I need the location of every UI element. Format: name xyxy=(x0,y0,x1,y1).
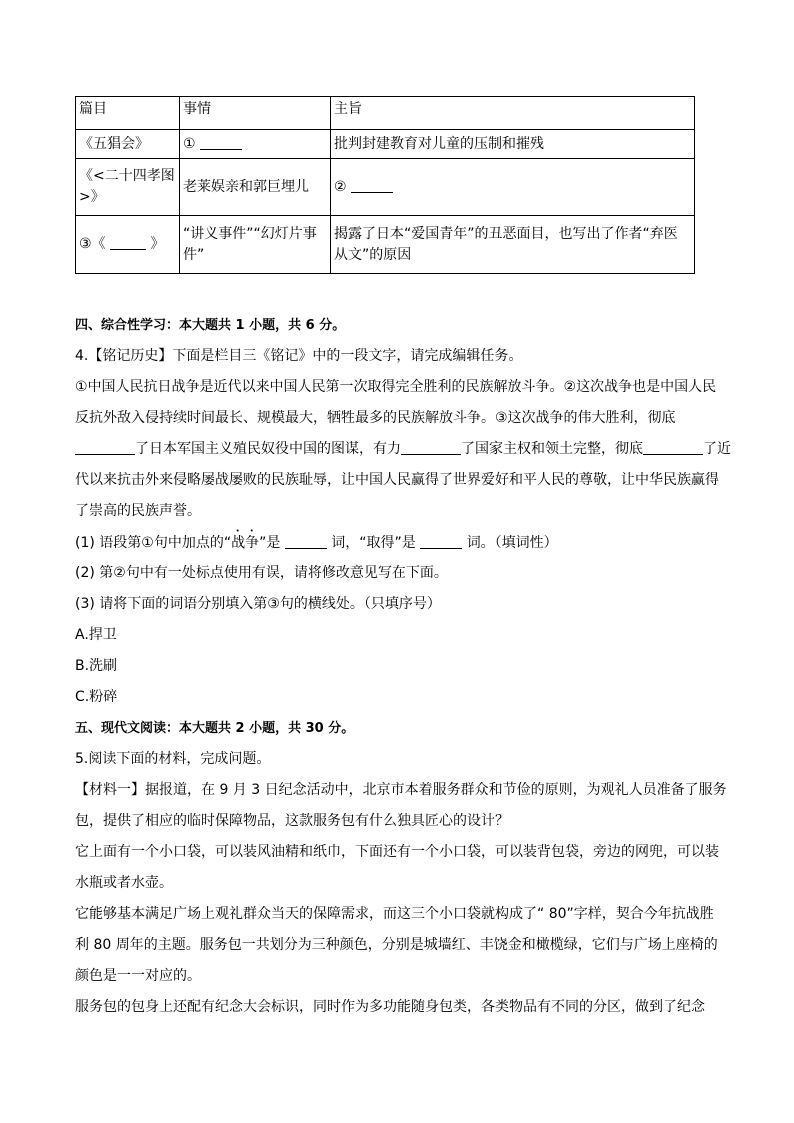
paragraph-text: 了国家主权和领土完整，彻底 xyxy=(461,441,643,457)
question-content xyxy=(75,310,731,1023)
answer-blank[interactable] xyxy=(285,534,327,549)
answer-blank[interactable] xyxy=(351,178,393,193)
answer-blank[interactable] xyxy=(110,235,146,250)
material-line: 包，提供了相应的临时保障物品，这款服务包有什么独具匠心的设计？ xyxy=(75,813,509,829)
works-table xyxy=(75,96,695,274)
sub-question-3: (3) 请将下面的词语分别填入第③句的横线处。（只填序号） xyxy=(75,596,441,612)
question-text: 词，“取得”是 xyxy=(331,535,416,551)
material-line: 【材料一】据报道，在 9 月 3 日纪念活动中，北京市本着服务群众和节俭的原则，为观礼人员准备了服务 xyxy=(75,782,727,798)
cell-event: “讲义事件”“幻灯片事件” xyxy=(180,216,331,274)
option-b: B.洗刷 xyxy=(75,658,118,674)
paragraph-line: 了崇高的民族声誉。 xyxy=(75,503,201,519)
header-cell-theme: 主旨 xyxy=(331,97,695,130)
blank-marker: ① xyxy=(183,135,196,152)
cell-theme xyxy=(331,159,695,216)
material-line: 水瓶或者水壶。 xyxy=(75,875,173,891)
paragraph-text: 了近 xyxy=(703,441,731,457)
answer-blank[interactable] xyxy=(401,440,461,455)
paragraph-line: 反抗外敌入侵持续时间最长、规模最大，牺牲最多的民族解放斗争。③这次战争的伟大胜利，彻底 xyxy=(75,410,676,426)
dotted-word: 战争 xyxy=(231,535,260,551)
cell-title: 《<二十四孝图>》 xyxy=(76,159,180,216)
cell-title: 《五猖会》 xyxy=(76,130,180,159)
material-line: 利 80 周年的主题。服务包一共划分为三种颜色，分别是城墙红、丰饶金和橄榄绿，它们与广场上座椅的 xyxy=(75,937,718,953)
table-row xyxy=(76,216,695,274)
paragraph-line xyxy=(75,434,731,465)
question-text: (1) 语段第①句中加点的“ xyxy=(75,535,232,551)
cell-title xyxy=(76,216,180,274)
question-intro: 5.阅读下面的材料，完成问题。 xyxy=(75,751,271,767)
cell-event xyxy=(180,130,331,159)
cell-theme: 揭露了日本“爱国青年”的丑恶面目，也写出了作者“弃医从文”的原因 xyxy=(331,216,695,274)
header-cell-title: 篇目 xyxy=(76,97,180,130)
table-row xyxy=(76,130,695,159)
answer-blank[interactable] xyxy=(643,440,703,455)
material-line: 服务包的包身上还配有纪念大会标识，同时作为多功能随身包类，各类物品有不同的分区，做到了纪念 xyxy=(75,999,705,1015)
sub-question-1 xyxy=(75,527,720,558)
sub-question-2: (2) 第②句中有一处标点使用有误，请将修改意见写在下面。 xyxy=(75,565,448,581)
option-c: C.粉碎 xyxy=(75,689,118,705)
blank-marker: ③《 xyxy=(79,236,106,252)
question-text: ”是 xyxy=(259,535,281,551)
paragraph-text: 了日本军国主义殖民奴役中国的图谋，有力 xyxy=(135,441,401,457)
paragraph-line: 代以来抗击外来侵略屡战屡败的民族耻辱，让中国人民赢得了世界爱好和平人民的尊敬，让中华民族赢得 xyxy=(75,472,719,488)
header-cell-event: 事情 xyxy=(180,97,331,130)
material-line: 它能够基本满足广场上观礼群众当天的保障需求，而这三个小口袋就构成了“ 80”字样，契合今年抗战胜 xyxy=(75,906,714,922)
section-heading: 四、综合性学习：本大题共 1 小题，共 6 分。 xyxy=(75,318,346,333)
cell-theme: 批判封建教育对儿童的压制和摧残 xyxy=(331,130,695,159)
title-bracket: 》 xyxy=(150,236,165,252)
blank-marker: ② xyxy=(334,178,347,195)
section-heading: 五、现代文阅读：本大题共 2 小题，共 30 分。 xyxy=(75,721,355,736)
cell-event: 老莱娱亲和郭巨埋儿 xyxy=(180,159,331,216)
paragraph-line: ①中国人民抗日战争是近代以来中国人民第一次取得完全胜利的民族解放斗争。②这次战争也是中国人民 xyxy=(75,379,717,395)
table-header-row xyxy=(76,97,695,130)
table-row xyxy=(76,159,695,216)
material-line: 它上面有一个小口袋，可以装风油精和纸巾，下面还有一个小口袋，可以装背包袋，旁边的网兜，可以装 xyxy=(75,844,719,860)
question-text: 词。（填词性） xyxy=(466,535,558,551)
question-intro: 4.【铭记历史】下面是栏目三《铭记》中的一段文字，请完成编辑任务。 xyxy=(75,348,523,364)
answer-blank[interactable] xyxy=(420,534,462,549)
answer-blank[interactable] xyxy=(200,135,242,150)
answer-blank[interactable] xyxy=(75,440,135,455)
material-line: 颜色是一一对应的。 xyxy=(75,968,201,984)
option-a: A.捍卫 xyxy=(75,627,117,643)
